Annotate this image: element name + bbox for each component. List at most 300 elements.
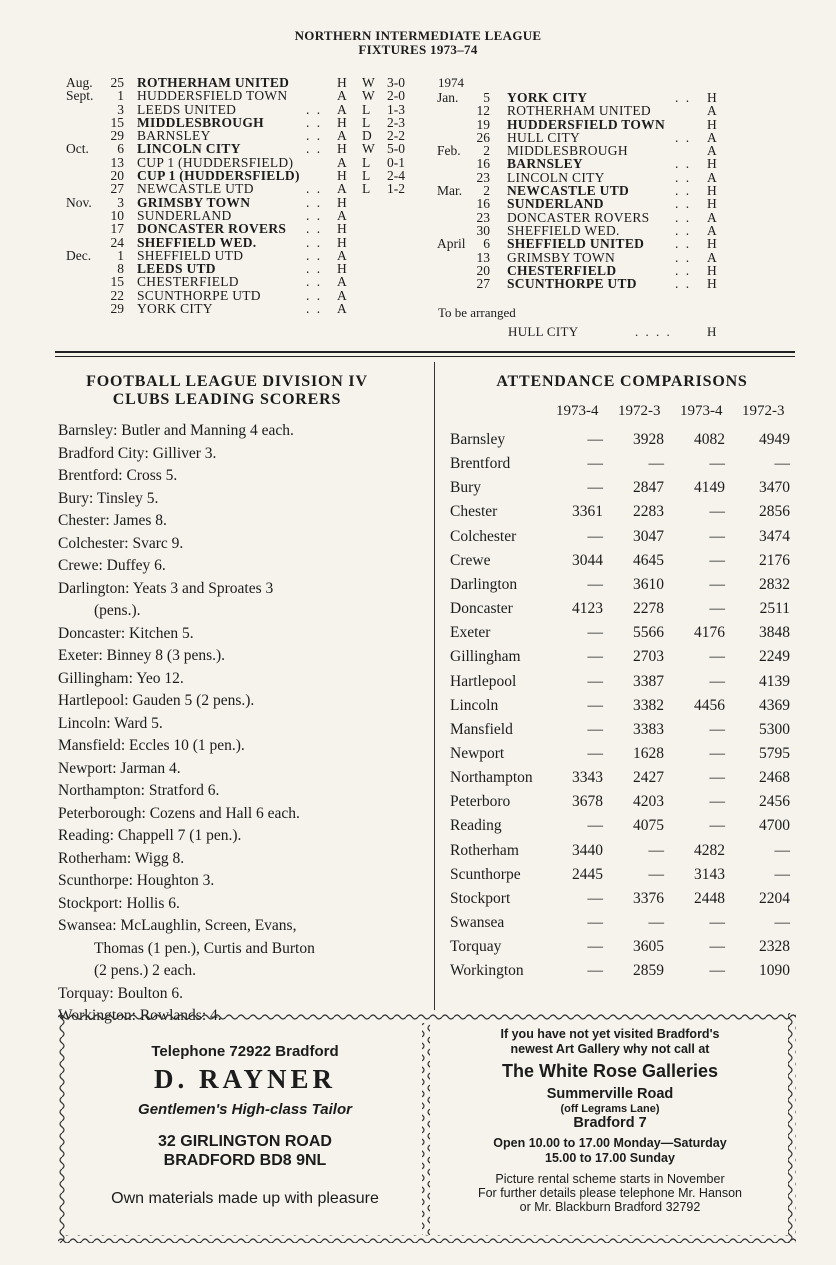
section-divider (55, 351, 795, 353)
to-be-arranged-venue: H (707, 324, 717, 339)
fixture-team: SCUNTHORPE UTD (507, 276, 637, 292)
column-divider (434, 362, 435, 1010)
attendance-club: Workington (450, 962, 524, 980)
attendance-row (450, 648, 810, 672)
attendance-value: — (709, 744, 725, 762)
fixture-venue: A (337, 128, 347, 144)
attendance-value: — (648, 865, 664, 883)
fixture-team: CHESTERFIELD (507, 262, 617, 278)
attendance-value: — (648, 455, 664, 473)
fixture-day: 26 (476, 129, 490, 145)
fixture-row (66, 129, 426, 142)
scorer-line: Reading: Chappell 7 (1 pen.). (58, 827, 242, 844)
fixture-row (66, 89, 426, 102)
fixture-venue: A (337, 274, 347, 290)
gallery-name: The White Rose Galleries (501, 1061, 719, 1081)
scorer-line: Hartlepool: Gauden 5 (2 pens.). (58, 692, 255, 709)
fixture-result: L (362, 168, 371, 184)
fixture-dots: . . (675, 276, 692, 292)
fixture-score: 1-2 (387, 181, 405, 197)
attendance-row (450, 600, 810, 624)
fixture-month: Oct. (66, 141, 89, 157)
attendance-value: 1090 (759, 962, 790, 980)
fixture-score: 3-0 (387, 75, 405, 90)
fixture-venue: A (337, 181, 347, 197)
fixture-team: SUNDERLAND (507, 196, 604, 212)
attendance-club: Northampton (450, 769, 533, 787)
fixture-month: Aug. (66, 75, 93, 90)
gallery-intro-line2: newest Art Gallery why not call at (510, 1042, 710, 1056)
fixture-score: 5-0 (387, 141, 405, 157)
attendance-value: 3610 (633, 575, 664, 593)
gallery-city: Bradford 7 (573, 1115, 647, 1131)
fixture-dots: . . (675, 183, 692, 199)
attendance-value: 2847 (633, 479, 664, 497)
fixture-day: 12 (476, 103, 490, 119)
attendance-value: — (709, 575, 725, 593)
attendance-value: 2283 (633, 503, 664, 521)
attendance-value: — (709, 600, 725, 618)
scorer-line: Bury: Tinsley 5. (58, 489, 159, 507)
scorer-line: Gillingham: Yeo 12. (58, 669, 184, 687)
fixture-row (66, 249, 426, 262)
fixture-result: L (362, 114, 371, 130)
fixture-venue: A (707, 143, 717, 159)
fixture-day: 2 (483, 183, 490, 199)
to-be-arranged-label: To be arranged (438, 305, 516, 320)
fixture-team: HUDDERSFIELD TOWN (507, 116, 666, 132)
attendance-value: — (709, 455, 725, 473)
fixture-score: 2-0 (387, 88, 405, 104)
attendance-club: Colchester (450, 527, 517, 545)
attendance-value: 2856 (759, 503, 790, 521)
attendance-club: Mansfield (450, 720, 513, 738)
fixture-day: 23 (476, 169, 490, 185)
fixture-dots: . . (675, 129, 692, 145)
scorer-line: Colchester: Svarc 9. (58, 534, 184, 552)
attendance-value: 4282 (694, 841, 725, 859)
fixture-team: LEEDS UNITED (137, 101, 237, 117)
fixture-row (437, 157, 797, 170)
fixture-dots: . . (306, 234, 323, 250)
fixture-venue: A (337, 101, 347, 117)
fixture-result: D (362, 128, 372, 144)
fixture-dots: . . (675, 90, 692, 105)
attendance-value: — (587, 672, 603, 690)
fixture-row (437, 277, 797, 290)
scorer-line: Doncaster: Kitchen 5. (58, 624, 194, 642)
fixture-team: HUDDERSFIELD TOWN (137, 88, 288, 104)
attendance-value: — (587, 455, 603, 473)
attendance-value: 2176 (759, 551, 790, 569)
fixture-row (437, 184, 797, 197)
attendance-value: — (587, 817, 603, 835)
fixture-row (66, 182, 426, 195)
fixture-venue: H (707, 156, 717, 172)
fixture-day: 15 (110, 114, 124, 130)
scorer-line: Chester: James 8. (58, 512, 167, 529)
attendance-value: — (709, 914, 725, 931)
attendance-value: — (709, 527, 725, 545)
tailor-footer: Own materials made up with pleasure (111, 1190, 379, 1207)
attendance-row (450, 624, 810, 648)
fixture-venue: H (337, 221, 347, 237)
gallery-lane: (off Legrams Lane) (560, 1103, 660, 1115)
page-title: NORTHERN INTERMEDIATE LEAGUE (294, 28, 542, 43)
fixture-venue: H (707, 90, 717, 105)
fixture-result: W (362, 88, 375, 104)
attendance-row (450, 890, 810, 914)
fixture-venue: A (707, 103, 717, 119)
fixture-day: 25 (110, 75, 124, 90)
attendance-value: 2427 (633, 769, 664, 787)
fixture-day: 3 (117, 194, 124, 210)
fixture-month: Sept. (66, 88, 94, 104)
fixture-team: NEWCASTLE UTD (137, 181, 254, 197)
attendance-value: — (709, 648, 725, 666)
attendance-value: 4949 (759, 431, 790, 448)
fixture-team: CUP 1 (HUDDERSFIELD) (137, 154, 294, 170)
fixture-day: 13 (476, 249, 490, 265)
fixture-team: CHESTERFIELD (137, 274, 239, 290)
fixture-day: 13 (110, 154, 124, 170)
fixture-score: 1-3 (387, 101, 405, 117)
attendance-club: Crewe (450, 551, 491, 569)
fixture-venue: A (337, 154, 347, 170)
fixture-team: YORK CITY (137, 301, 213, 317)
attendance-value: — (587, 914, 603, 931)
fixture-team: HULL CITY (507, 129, 581, 145)
fixture-team: YORK CITY (507, 90, 588, 105)
attendance-value: 4700 (759, 817, 790, 835)
attendance-value: 3928 (633, 431, 664, 448)
attendance-value: 4139 (759, 672, 790, 690)
fixture-day: 20 (476, 262, 490, 278)
scorer-line: Brentford: Cross 5. (58, 467, 178, 484)
attendance-value: 2448 (694, 889, 725, 907)
fixture-venue: H (707, 262, 717, 278)
scorer-line: (pens.). (94, 602, 141, 619)
fixture-dots: . . (306, 101, 323, 117)
fixture-row (66, 236, 426, 249)
attendance-club: Gillingham (450, 648, 521, 666)
attendance-value: 2456 (759, 793, 790, 811)
attendance-row (450, 745, 810, 769)
fixture-team: LINCOLN CITY (507, 169, 605, 185)
attendance-value: 4369 (759, 696, 790, 714)
fixture-venue: H (707, 276, 717, 292)
fixture-venue: H (707, 116, 717, 132)
fixtures-year-label: 1974 (438, 75, 464, 90)
fixture-venue: A (707, 249, 717, 265)
fixture-venue: A (707, 129, 717, 145)
fixture-dots: . . (675, 196, 692, 212)
fixture-result: L (362, 101, 371, 117)
att-header-1: 1973-4 (556, 403, 599, 419)
fixture-venue: A (337, 247, 347, 263)
attendance-value: — (587, 720, 603, 738)
fixture-venue: H (337, 234, 347, 250)
scorers-title-line2: CLUBS LEADING SCORERS (112, 391, 342, 408)
fixture-score: 2-3 (387, 114, 405, 130)
attendance-value: — (709, 672, 725, 690)
attendance-title: ATTENDANCE COMPARISONS (496, 373, 748, 390)
scorer-line: Newport: Jarman 4. (58, 759, 181, 777)
fixture-month: Nov. (66, 194, 92, 210)
fixture-venue: A (337, 207, 347, 223)
fixture-row (437, 104, 797, 117)
attendance-value: — (587, 624, 603, 642)
fixture-team: LEEDS UTD (137, 261, 216, 277)
fixture-team: SHEFFIELD WED. (507, 222, 620, 238)
attendance-value: 4123 (572, 600, 603, 618)
attendance-value: — (709, 503, 725, 521)
fixture-venue: H (707, 183, 717, 199)
scorer-line: Peterborough: Cozens and Hall 6 each. (58, 804, 300, 822)
attendance-club: Bury (450, 479, 481, 497)
fixture-dots: . . (306, 247, 323, 263)
attendance-club: Torquay (450, 938, 502, 956)
fixture-team: SCUNTHORPE UTD (137, 287, 261, 303)
attendance-row (450, 817, 810, 841)
fixture-day: 3 (117, 101, 124, 117)
attendance-row (450, 552, 810, 576)
attendance-value: — (648, 914, 664, 931)
fixture-day: 2 (483, 143, 490, 159)
attendance-row (450, 576, 810, 600)
attendance-value: 2278 (633, 600, 664, 618)
attendance-value: 5566 (633, 624, 664, 642)
attendance-value: 1628 (633, 744, 664, 762)
attendance-value: — (709, 551, 725, 569)
attendance-club: Reading (450, 817, 502, 835)
fixture-day: 29 (110, 301, 124, 317)
attendance-value: 3474 (759, 527, 790, 545)
gallery-note-line1: Picture rental scheme starts in November (495, 1172, 725, 1186)
attendance-value: — (587, 889, 603, 907)
fixture-row (66, 289, 426, 302)
attendance-value: 3440 (572, 841, 603, 859)
attendance-value: 4075 (633, 817, 664, 835)
attendance-value: 3470 (759, 479, 790, 497)
fixture-score: 2-4 (387, 168, 405, 184)
attendance-value: 4149 (694, 479, 725, 497)
attendance-row (450, 769, 810, 793)
attendance-club: Newport (450, 744, 505, 762)
fixture-day: 24 (110, 234, 124, 250)
fixture-day: 1 (117, 247, 124, 263)
attendance-value: 3848 (759, 624, 790, 642)
fixture-dots: . . (306, 141, 323, 157)
attendance-value: — (774, 914, 790, 931)
attendance-value: 4645 (633, 551, 664, 569)
fixture-row (66, 169, 426, 182)
fixture-day: 16 (476, 156, 490, 172)
attendance-club: Hartlepool (450, 672, 517, 690)
fixture-dots: . . (306, 261, 323, 277)
attendance-value: 3678 (572, 793, 603, 811)
fixture-dots: . . (306, 181, 323, 197)
fixture-day: 27 (476, 276, 490, 292)
attendance-value: 5795 (759, 744, 790, 762)
fixture-day: 6 (117, 141, 124, 157)
fixture-row (66, 209, 426, 222)
fixture-team: ROTHERHAM UNITED (137, 75, 290, 90)
fixture-day: 19 (476, 116, 490, 132)
fixture-day: 30 (476, 222, 490, 238)
fixture-row (437, 171, 797, 184)
fixture-team: DONCASTER ROVERS (137, 221, 287, 237)
attendance-value: — (587, 527, 603, 545)
attendance-value: — (587, 431, 603, 448)
tailor-advert (70, 1033, 420, 1208)
attendance-value: 3605 (633, 938, 664, 956)
attendance-row (450, 455, 810, 479)
fixture-row (66, 302, 426, 315)
attendance-row (450, 842, 810, 866)
attendance-value: — (774, 841, 790, 859)
fixture-day: 16 (476, 196, 490, 212)
fixtures-1973-list (66, 76, 426, 315)
scorer-line: Thomas (1 pen.), Curtis and Burton (94, 939, 315, 957)
scorer-line: (2 pens.) 2 each. (94, 962, 196, 979)
attendance-value: — (709, 962, 725, 980)
attendance-club: Barnsley (450, 431, 506, 448)
fixture-result: W (362, 75, 375, 90)
fixture-venue: A (707, 222, 717, 238)
att-header-3: 1973-4 (680, 403, 723, 419)
attendance-value: 4082 (694, 431, 725, 448)
scorer-line: Mansfield: Eccles 10 (1 pen.). (58, 737, 245, 754)
fixture-row (66, 76, 426, 89)
attendance-value: 2445 (572, 865, 603, 883)
fixture-row (437, 251, 797, 264)
attendance-value: — (709, 720, 725, 738)
fixture-dots: . . (306, 194, 323, 210)
fixture-dots: . . (306, 301, 323, 317)
tailor-name: D. RAYNER (153, 1064, 337, 1094)
fixture-row (66, 222, 426, 235)
advertisement-frame (58, 1013, 796, 1243)
fixture-row (437, 118, 797, 131)
attendance-row (450, 528, 810, 552)
attendance-club: Stockport (450, 889, 511, 907)
gallery-street: Summerville Road (546, 1086, 674, 1102)
fixture-dots: . . (675, 262, 692, 278)
fixture-result: L (362, 154, 371, 170)
fixture-row (66, 196, 426, 209)
fixture-month: Feb. (437, 143, 461, 159)
attendance-value: 4203 (633, 793, 664, 811)
gallery-hours-weekday: Open 10.00 to 17.00 Monday—Saturday (493, 1136, 727, 1150)
fixture-team: SHEFFIELD WED. (137, 234, 257, 250)
fixture-team: SHEFFIELD UTD (137, 247, 244, 263)
fixture-venue: A (707, 169, 717, 185)
attendance-club: Swansea (450, 914, 505, 931)
fixture-dots: . . (675, 222, 692, 238)
to-be-arranged-dots: . . . . (635, 324, 672, 339)
fixture-row (437, 237, 797, 250)
attendance-row (450, 673, 810, 697)
fixture-day: 17 (110, 221, 124, 237)
attendance-value: 2511 (759, 600, 790, 618)
fixture-result: L (362, 181, 371, 197)
fixture-day: 6 (483, 236, 490, 252)
attendance-club: Lincoln (450, 696, 499, 714)
attendance-row (450, 793, 810, 817)
fixture-venue: A (337, 88, 347, 104)
fixture-dots: . . (306, 221, 323, 237)
fixture-team: BARNSLEY (137, 128, 211, 144)
attendance-value: 3044 (572, 551, 603, 569)
fixture-month: April (437, 236, 466, 252)
scorer-line: Scunthorpe: Houghton 3. (58, 872, 215, 889)
fixture-row (437, 91, 797, 104)
scorer-line: Bradford City: Gilliver 3. (58, 444, 217, 462)
attendance-club: Chester (450, 503, 498, 521)
attendance-value: — (587, 938, 603, 956)
attendance-value: — (587, 479, 603, 497)
attendance-value: — (587, 696, 603, 714)
attendance-value: — (774, 865, 790, 883)
attendance-value: 3143 (694, 865, 725, 883)
fixture-team: LINCOLN CITY (137, 141, 241, 157)
gallery-advert (432, 1027, 788, 1214)
attendance-value: 3343 (572, 769, 603, 787)
fixture-dots: . . (306, 207, 323, 223)
fixture-day: 10 (110, 207, 124, 223)
attendance-value: 2832 (759, 575, 790, 593)
fixture-row (66, 116, 426, 129)
attendance-row (450, 962, 810, 986)
scorer-line: Exeter: Binney 8 (3 pens.). (58, 647, 226, 664)
attendance-row (450, 938, 810, 962)
attendance-club: Brentford (450, 455, 511, 473)
attendance-value: — (709, 769, 725, 787)
attendance-value: — (774, 455, 790, 473)
attendance-row (450, 866, 810, 890)
fixture-venue: A (337, 301, 347, 317)
attendance-row (450, 479, 810, 503)
att-header-2: 1972-3 (618, 403, 661, 419)
attendance-value: — (709, 793, 725, 811)
fixture-team: SUNDERLAND (137, 207, 232, 223)
attendance-value: — (587, 744, 603, 762)
fixture-score: 2-2 (387, 128, 405, 144)
attendance-value: 3387 (633, 672, 664, 690)
scorer-line: Northampton: Stratford 6. (58, 782, 220, 799)
fixture-month: Mar. (437, 183, 463, 199)
fixture-day: 5 (483, 90, 490, 105)
attendance-value: 2468 (759, 769, 790, 787)
fixture-row (437, 211, 797, 224)
attendance-value: 2859 (633, 962, 664, 980)
fixture-row (437, 224, 797, 237)
to-be-arranged-team: HULL CITY (508, 324, 579, 339)
fixture-team: SHEFFIELD UNITED (507, 236, 645, 252)
fixture-team: CUP 1 (HUDDERSFIELD) (137, 168, 300, 184)
attendance-value: 2204 (759, 889, 790, 907)
scorer-line: Lincoln: Ward 5. (58, 714, 163, 732)
fixture-month: Jan. (437, 90, 459, 105)
tailor-phone: Telephone 72922 Bradford (151, 1043, 339, 1060)
fixture-dots: . . (306, 114, 323, 130)
gallery-note-line2: For further details please telephone Mr. Hanson (477, 1186, 743, 1200)
attendance-row (450, 503, 810, 527)
fixture-day: 8 (117, 261, 124, 277)
fixture-team: BARNSLEY (507, 156, 583, 172)
attendance-row (450, 721, 810, 745)
